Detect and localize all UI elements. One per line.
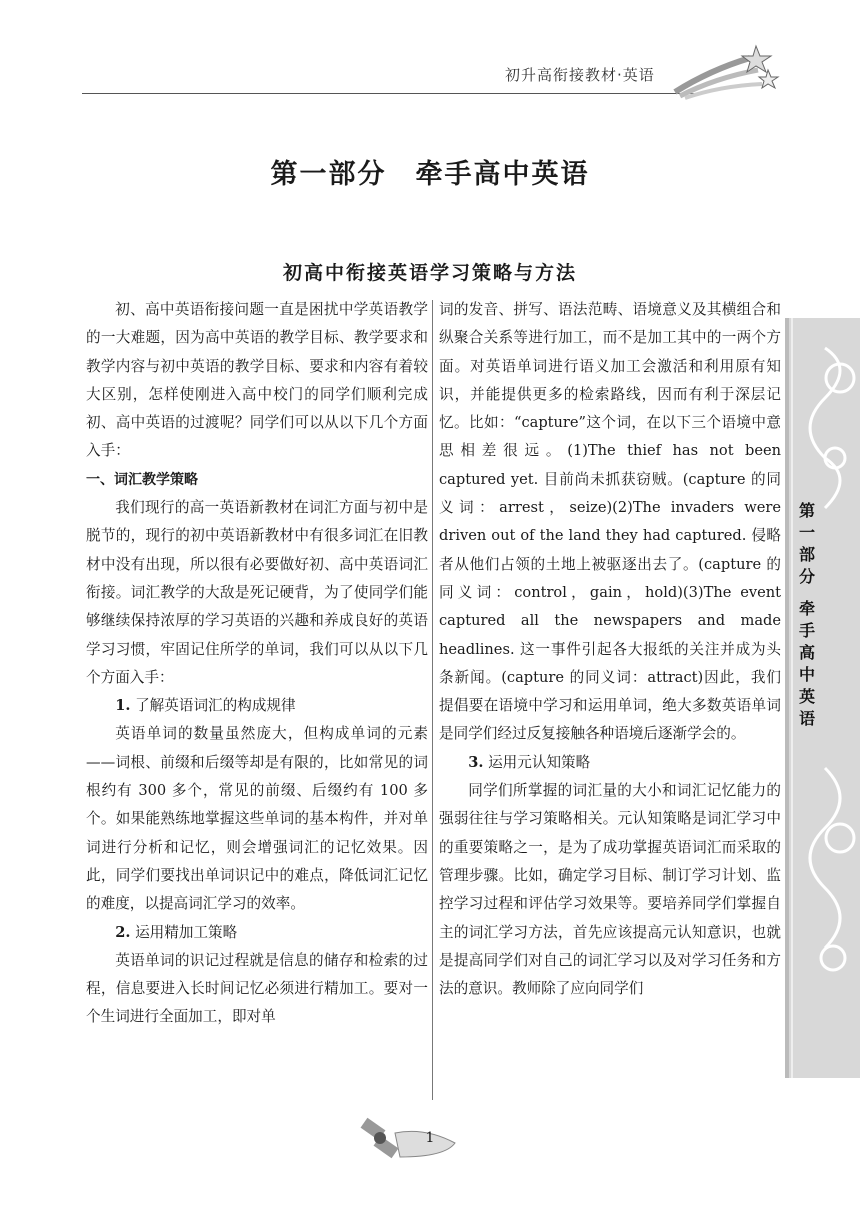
page-number: 1 [425, 1130, 435, 1146]
subsection-heading [86, 919, 428, 947]
right-column [439, 296, 781, 1003]
side-tab-char: 第 [798, 501, 815, 520]
subsection-heading [439, 749, 781, 777]
side-tab-char: 高 [798, 643, 815, 662]
body-paragraph: 同学们所掌握的词汇量的大小和词汇记忆能力的强弱往往与学习策略相关。元认知策略是词汇学习中的重要策略之一，是为了成功掌握英语词汇而采取的管理步骤。比如，确定学习目标、制订学习计划、监控学习过程和评估学习效果等。要培养同学们掌握自主的词汇学习方法，首先应该提高元认知意识，也就是提高同学们对自己的词汇学习以及对学习任务和方法的意识。教师除了应向同学们 [439, 782, 781, 998]
side-tab-char: 分 [798, 567, 815, 586]
side-tab-char: 牵 [798, 599, 815, 618]
subsection-heading [86, 692, 428, 720]
body-paragraph: 我们现行的高一英语新教材在词汇方面与初中是脱节的，现行的初中英语新教材中有很多词汇在旧教材中没有出现，所以很有必要做好初、高中英语词汇衔接。词汇教学的大敌是死记硬背，为了使同学们能够继续保持浓厚的学习英语的兴趣和养成良好的英语学习习惯，牢固记住所学的单词，我们可以从以下几个方面入手： [86, 499, 428, 686]
subsection-number: 1. [115, 697, 131, 715]
left-column [86, 296, 428, 1032]
subsection-title: 了解英语词汇的构成规律 [130, 697, 296, 715]
body-paragraph: 英语单词的识记过程就是信息的储存和检索的过程，信息要进入长时间记忆必须进行精加工。要对一个生词进行全面加工，即对单 [86, 951, 428, 1026]
section-heading: 一、词汇教学策略 [86, 471, 198, 488]
side-tab-char: 一 [798, 523, 815, 542]
side-tab-char: 英 [798, 687, 815, 706]
part-title: 第一部分 牵手高中英语 [270, 159, 590, 190]
shooting-stars-icon [670, 40, 780, 100]
article-title: 初高中衔接英语学习策略与方法 [282, 262, 577, 284]
side-tab-char: 语 [798, 709, 815, 728]
body-paragraph: 词的发音、拼写、语法范畴、语境意义及其横组合和纵聚合关系等进行加工，而不是加工其中的一两个方面。对英语单词进行语义加工会激活和利用原有知识，并能提供更多的检索路线，因而有利于深层记忆。比如：“capture”这个词，在以下三个语境中意思相差很远。(1)The thief has not been captured yet. 目前尚未抓获窃贼。(capture 的同义词：arrest，seize)(2)The invaders were driven out of the land they had captured. 侵略者从他们占领的土地上被驱逐出去了。(capture 的同义词：control，gain，hold)(3)The event captured all the newspapers and made headlines. 这一事件引起各大报纸的关注并成为头条新闻。(capture 的同义词：attract)因此，我们提倡要在语境中学习和运用单词，绝大多数英语单词是同学们经过反复接触各种语境后逐渐学会的。 [439, 301, 781, 743]
running-header: 初升高衔接教材·英语 [505, 66, 655, 84]
side-tab-char [795, 588, 819, 598]
subsection-title: 运用元认知策略 [483, 753, 591, 771]
side-tab-char: 手 [798, 621, 815, 640]
subsection-title: 运用精加工策略 [130, 923, 238, 941]
column-divider [432, 300, 433, 1100]
side-tab-char: 部 [798, 545, 815, 564]
body-paragraph: 英语单词的数量虽然庞大，但构成单词的元素——词根、前缀和后缀等却是有限的，比如常见的词根约有 300 多个，常见的前缀、后缀约有 100 多个。如果能熟练地掌握这些单词的基本构件，并对单词进行分析和记忆，则会增强词汇的记忆效果。因此，同学们要找出单词识记中的难点，降低词汇记忆的难度，以提高词汇学习的效率。 [86, 725, 428, 913]
subsection-number: 3. [468, 753, 484, 771]
subsection-number: 2. [115, 923, 131, 941]
side-tab-char: 中 [798, 665, 815, 684]
body-paragraph: 初、高中英语衔接问题一直是困扰中学英语教学的一大难题，因为高中英语的教学目标、教学要求和教学内容与初中英语的教学目标、要求和内容有着较大区别，怎样使刚进入高中校门的同学们顺利完成初、高中英语的过渡呢？同学们可以从以下几个方面入手： [86, 301, 428, 460]
header-rule [82, 93, 702, 94]
side-tab-label [795, 500, 819, 730]
